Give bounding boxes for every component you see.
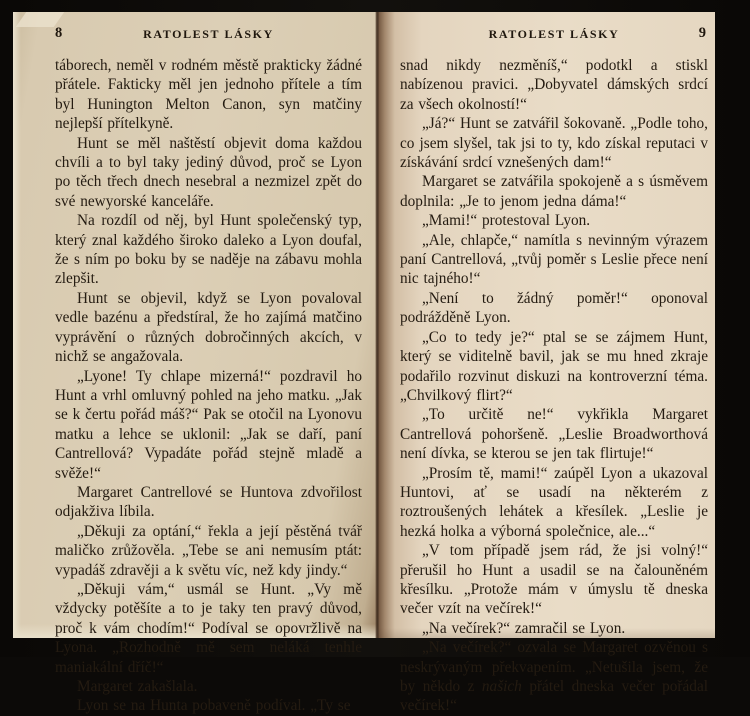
gutter-shadow (375, 12, 379, 638)
paragraph (55, 134, 362, 212)
paragraph (400, 56, 708, 114)
text-run: snad nikdy nezměníš,“ podotkl a stiskl nabízenou pravici. „Dobyvatel dámských srdcí za všech okolností!“ (400, 57, 708, 113)
paragraph (55, 522, 362, 580)
text-run: táborech, neměl v rodném městě prakticky žádné přátele. Fakticky měl jen jednoho přítele a tím byl Hunington Melton Canon, syn matčiny nejlepší přítelkyně. (55, 57, 362, 133)
paragraph (55, 289, 362, 367)
text-run: Hunt se měl naštěstí objevit doma každou chvíli a to byl taky jediný důvod, proč se Lyon po těch třech dnech nesebral a nezmizel zpět do své newyorské kanceláře. (55, 134, 362, 210)
page-right (378, 12, 715, 715)
text-run: „Lyone! Ty chlape mizerná!“ pozdravil ho Hunt a vrhl omluvný pohled na jeho matku. „Jak se k čertu pořád máš?“ Pak se otočil na Lyonovu matku a lehce se uklonil: „Jak se daří, paní Cantrellová? Vypadáte pořád stejně mladě a svěže!“ (55, 367, 362, 482)
text-run: „To určitě ne!“ vykřikla Margaret Cantrellová pohoršeně. „Leslie Broadworthová není dívka, se kterou se jen tak flirtuje!“ (400, 406, 708, 463)
text-run: „Na večírek?“ zamračil se Lyon. (422, 619, 626, 637)
text-run: „Na večírek?“ ozvala se Margaret ozvěnou s neskrývaným překvapením. „Netušila jsem, že by někdo z (400, 639, 708, 695)
text-run: „Co to tedy je?“ ptal se se zájmem Hunt, který se viditelně bavil, jak se mu hned zkraje podařilo rozvinut diskuzi na kontroverzní téma. „Chvilkový flirt?“ (400, 328, 708, 404)
running-title-right: RATOLEST LÁSKY (488, 27, 620, 41)
emphasized-text: našich (481, 678, 522, 695)
text-run: „Já?“ Hunt se zatvářil šokovaně. „Podle toho, co jsem slyšel, tak jsi to ty, kdo získal reputaci v získávání srdcí vznešených dam!“ (400, 115, 708, 172)
page-header-left (55, 27, 362, 44)
page-number-right: 9 (698, 25, 706, 41)
paragraph (400, 619, 708, 638)
text-run: „Děkuji vám,“ usmál se Hunt. „Vy mě vždycky potěšíte a to je taky ten pravý důvod, proč k vám chodím!“ Podíval se opovržlivě na Lyona. „Rozhodně mě sem neláká tenhle maniakální dříč!“ (55, 580, 362, 676)
page-number-left: 8 (55, 25, 63, 41)
text-run: Margaret se zatvářila spokojeně a s úsměvem doplnila: „Je to jenom jedna dáma!“ (400, 173, 708, 210)
paragraph (400, 289, 708, 328)
page-body-right (400, 56, 708, 716)
text-run: „Není to žádný poměr!“ oponoval podrážděně Lyon. (400, 289, 708, 327)
paragraph (55, 696, 362, 715)
text-run: Lyon se na Hunta pobaveně podíval. „Ty se (77, 697, 351, 715)
text-run: „Ale, chlapče,“ namítla s nevinným výrazem paní Cantrellová, „tvůj poměr s Leslie přece není nic tajného!“ (400, 231, 708, 288)
text-run: „V tom případě jsem rád, že jsi volný!“ přerušil ho Hunt a usadil se na čalouněném křesílku. „Protože mám v úmyslu tě dneska večer vzít na večírek!“ (400, 542, 708, 618)
page-left (13, 12, 378, 715)
book-spread (13, 12, 715, 715)
text-run: Hunt se objevil, když se Lyon povaloval vedle bazénu a předstíral, že ho zajímá matčino vyprávění o různých dobročinných akcích, v nichž se angažovala. (55, 289, 362, 366)
paragraph (400, 328, 708, 406)
paragraph (55, 483, 362, 522)
paragraph (55, 677, 362, 696)
paragraph (400, 211, 708, 230)
text-run: Margaret Cantrellové se Huntova zdvořilost odjakživa líbila. (55, 483, 362, 521)
paragraph (55, 367, 362, 483)
paragraph (55, 211, 362, 289)
text-run: přátel dneska večer pořádal večírek!“ (400, 678, 708, 715)
paragraph (400, 541, 708, 619)
text-run: Margaret zakašlala. (77, 678, 198, 695)
text-run: „Prosím tě, mami!“ zaúpěl Lyon a ukazoval Huntovi, ať se usadí na některém z roztroušených lehátek a křesílek. „Leslie je hezká holka a výborná společnice, ale...“ (400, 464, 708, 540)
page-header-right (400, 27, 708, 44)
text-run: „Děkuji za optání,“ řekla a její pěstěná tvář maličko zrůžověla. „Tebe se ani nemusím ptát: vypadáš zdravěji a k světu víc, než kdy jindy.“ (55, 522, 362, 579)
paragraph (400, 114, 708, 172)
paragraph (400, 231, 708, 289)
text-run: Na rozdíl od něj, byl Hunt společenský typ, který znal každého široko daleko a Lyon doufal, že s ním po boku by se naděje na zábavu mohla zlepšit. (55, 212, 362, 288)
page-body-left (55, 56, 362, 716)
paragraph (55, 56, 362, 134)
text-run: „Mami!“ protestoval Lyon. (422, 212, 591, 230)
paragraph (400, 638, 708, 716)
paragraph (400, 172, 708, 211)
paragraph (400, 464, 708, 542)
paragraph (55, 580, 362, 677)
paragraph (400, 405, 708, 463)
running-title-left: RATOLEST LÁSKY (143, 27, 274, 41)
